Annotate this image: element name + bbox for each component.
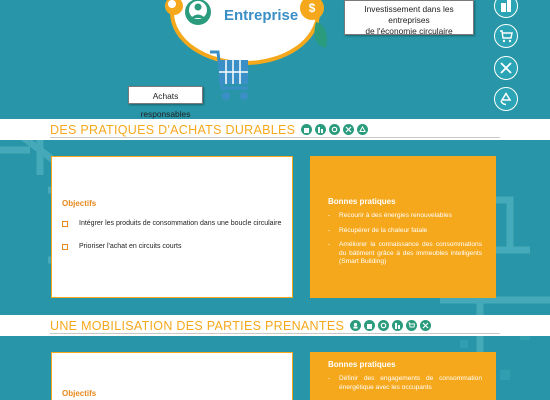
objectives-list [62,219,282,264]
recycle-icon [357,124,368,135]
achats-callout: Achats responsables [128,86,203,104]
objective-item: Prioriser l'achat en circuits courts [62,242,282,253]
good-practices-title: Bonnes pratiques [328,360,396,369]
svg-text:$: $ [308,1,316,15]
good-practice-item: - Récupérer de la chaleur fatale [328,227,482,236]
section2-theme-icons [350,320,431,331]
section1-objectives-card [51,156,293,298]
tools-icon [420,320,431,331]
recycle-icon [494,87,518,111]
section1-rule [50,137,500,138]
section1-banner [0,119,550,140]
good-practices-title: Bonnes pratiques [328,197,396,206]
building-icon [301,124,312,135]
shopping-cart-icon [206,48,254,104]
gear-icon [378,320,389,331]
section2-banner [0,315,550,336]
objectives-title: Objectifs [62,389,97,398]
good-practice-item: - Définir des engagements de consommation énergétique avec les occupants [328,375,482,392]
investment-callout-line2: de l'économie circulaire [365,26,453,36]
building-icon [364,320,375,331]
section2-title: UNE MOBILISATION DES PARTIES PRENANTES [50,318,345,333]
objectives-title: Objectifs [62,199,97,208]
shopping-cart-icon [494,24,518,48]
section2-good-practices-card [310,352,496,400]
section2-objectives-card [51,352,293,400]
checkbox-bullet-icon [62,244,68,250]
good-practices-list [328,375,482,398]
objective-item: Intégrer les produits de consommation dans une boucle circulaire [62,219,282,230]
checkbox-bullet-icon [62,221,68,227]
good-practices-list [328,212,482,273]
tools-icon [494,56,518,80]
tools-icon [343,124,354,135]
section1-theme-icons [301,124,368,135]
gear-icon [329,124,340,135]
section1-title: DES PRATIQUES D'ACHATS DURABLES [50,122,296,137]
people-icon [350,320,361,331]
building-icon [315,124,326,135]
good-practice-item: - Améliorer la connaissance des consommations du bâtiment grâce à des immeubles intelligents (Smart Building) [328,241,482,267]
enterprise-label: Entreprise [224,7,299,24]
shopping-cart-icon [406,320,417,331]
building-icon [392,320,403,331]
enterprise-diagram [0,0,550,119]
investment-callout-line1: Investissement dans les entreprises [364,4,454,25]
people-icon [160,0,220,36]
good-practice-item: - Recourir à des énergies renouvelables [328,212,482,221]
section2-rule [50,333,500,334]
money-leaf-icon [296,0,336,52]
section1-good-practices-card [310,156,496,298]
investment-callout [344,0,474,35]
